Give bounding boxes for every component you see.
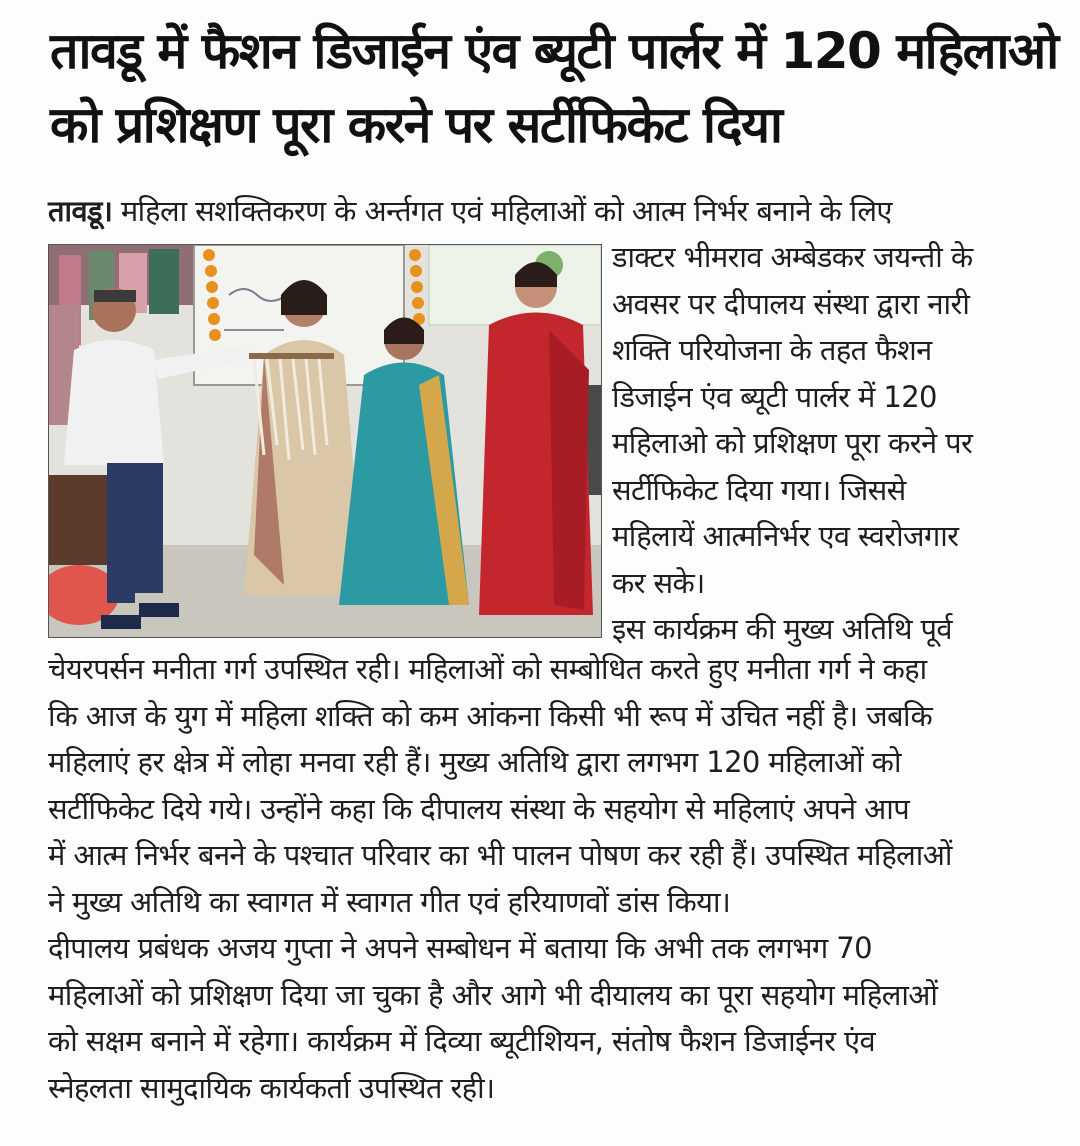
- body-line: को सक्षम बनाने में रहेगा। कार्यक्रम में दिव्या ब्यूटीशियन, संतोष फैशन डिजाईनर एंव: [48, 1024, 875, 1058]
- column-line: महिलाओ को प्रशिक्षण पूरा करने पर: [612, 426, 973, 460]
- body-line: स्नेहलता सामुदायिक कार्यकर्ता उपस्थित रही।: [48, 1070, 495, 1105]
- news-photo: [48, 244, 602, 638]
- column-line: सर्टीफिकेट दिया गया। जिससे: [612, 472, 906, 507]
- column-line: अवसर पर दीपालय संस्था द्वारा नारी: [612, 286, 970, 321]
- column-line: डिजाईन एंव ब्यूटी पार्लर में 120: [612, 379, 937, 414]
- body-line: दीपालय प्रबंधक अजय गुप्ता ने अपने सम्बोधन में बताया कि अभी तक लगभग 70: [48, 931, 872, 965]
- intro-text: महिला सशक्तिकरण के अर्न्तगत एवं महिलाओं को आत्म निर्भर बनाने के लिए: [112, 194, 892, 228]
- body-line: महिलाएं हर क्षेत्र में लोहा मनवा रही हैं। मुख्य अतिथि द्वारा लगभग 120 महिलाओं को: [48, 745, 901, 779]
- body-line: में आत्म निर्भर बनने के पश्चात परिवार का भी पालन पोषण कर रही हैं। उपस्थित महिलाओं: [48, 838, 952, 872]
- headline-line-2: को प्रशिक्षण पूरा करने पर सर्टीफिकेट दिया: [50, 96, 782, 154]
- body-line: चेयरपर्सन मनीता गर्ग उपस्थित रही। महिलाओं को सम्बोधित करते हुए मनीता गर्ग ने कहा: [48, 652, 927, 686]
- intro-line: [48, 188, 1048, 235]
- column-line: शक्ति परियोजना के तहत फैशन: [612, 333, 932, 367]
- column-line: डाक्टर भीमराव अम्बेडकर जयन्ती के: [612, 240, 973, 274]
- column-line: इस कार्यक्रम की मुख्य अतिथि पूर्व: [612, 612, 952, 646]
- body-line: ने मुख्य अतिथि का स्वागत में स्वागत गीत एवं हरियाणवों डांस किया।: [48, 884, 731, 919]
- body-line: कि आज के युग में महिला शक्ति को कम आंकना किसी भी रूप में उचित नहीं है। जबकि: [48, 698, 933, 733]
- column-line: कर सके।: [612, 565, 705, 600]
- column-text: [612, 234, 1052, 653]
- column-line: महिलायें आत्मनिर्भर एव स्वरोजगार: [612, 519, 959, 553]
- headline-line-1: तावडू में फैशन डिजाईन एंव ब्यूटी पार्लर में 120 महिलाओ: [50, 22, 1058, 80]
- body-text: [48, 646, 1058, 1111]
- body-line: सर्टीफिकेट दिये गये। उन्होंने कहा कि दीपालय संस्था के सहयोग से महिलाएं अपने आप: [48, 791, 910, 826]
- body-line: महिलाओं को प्रशिक्षण दिया जा चुका है और आगे भी दीयालय का पूरा सहयोग महिलाओं: [48, 977, 938, 1012]
- dateline: तावडू।: [48, 194, 113, 228]
- headline: [50, 14, 1058, 162]
